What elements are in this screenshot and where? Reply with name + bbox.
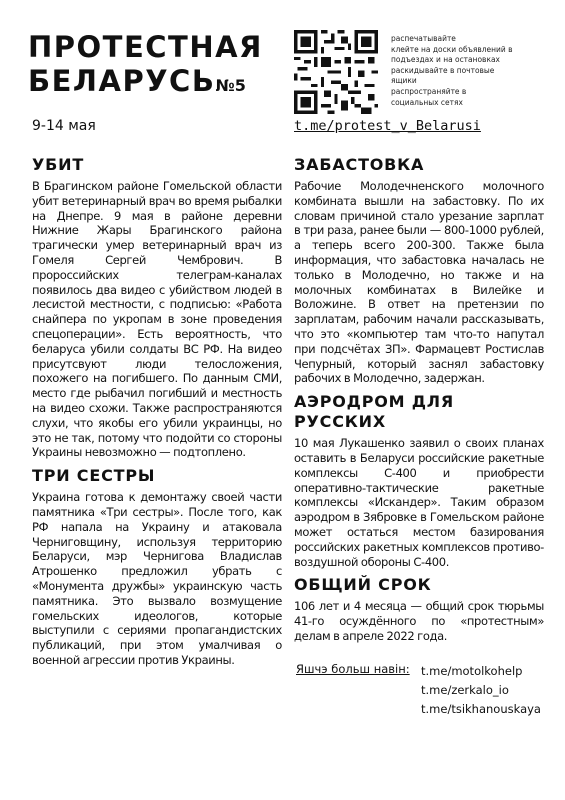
article-heading: ТРИ СЕСТРЫ	[32, 466, 156, 486]
right-column	[294, 155, 544, 650]
left-column	[32, 155, 282, 674]
instruction-line: распечатывайте	[391, 33, 456, 43]
channel-link[interactable]: t.me/protest_v_Belarusi	[294, 118, 481, 134]
instruction-line: клейте на доски объявлений в	[391, 43, 513, 54]
article-text: 106 лет и 4 месяца — общий срок тюрьмы 41-го осуждённого по «протестным» делам в апреле 2022 года.	[294, 599, 544, 643]
article-airfield	[294, 392, 544, 569]
more-news-label: Яшчэ больш навін:	[296, 662, 410, 676]
article-text: Рабочие Молодечненского молочного комбината вышли на забастовку. По их словам причиной стало урезание зарплат в три раза, ранее были — 800-1000 рублей, а теперь всего 200-300. Также была информация, что забастовка началась не только в Молодечно, но также и на молочных комбинатах в Вилейке и Воложине. В ответ на претензии по зарплатам, рабочим начали рассказывать, что это «компьютер там что-то напутал при подсчётах ЗП». Фармацевт Ростислав Чепурный, который заснял забастовку рабочих в Молодечно, задержан.	[294, 179, 544, 386]
article-three-sisters	[32, 466, 282, 668]
distribution-instructions	[391, 33, 556, 107]
issue-number: №5	[215, 76, 246, 95]
instruction-line: социальных сетях	[391, 96, 463, 107]
news-link[interactable]: t.me/zerkalo_io	[421, 683, 509, 697]
article-heading: ОБЩИЙ СРОК	[294, 575, 432, 595]
article-text: Украина готова к демонтажу своей части памятника «Три сестры». После того, как РФ напала на Украину и атаковала Черниговщину, используя территорию Беларуси, мэр Чернигова Владислав Атрошенко предложил убрать с «Монумента дружбы» украинскую часть памятника. Это вызвало возмущение гомельских идеологов, которые выступили с сериями пропагандистских публикаций, при этом умалчивая о военной агрессии против Украины.	[32, 490, 282, 667]
article-heading: АЭРОДРОМ ДЛЯ РУССКИХ	[294, 392, 454, 432]
news-link[interactable]: t.me/tsikhanouskaya	[421, 702, 541, 716]
instruction-line: подъездах и на остановках	[391, 54, 500, 65]
article-strike	[294, 155, 544, 386]
instruction-line: распространяйте в	[391, 85, 467, 96]
qr-code	[294, 30, 378, 114]
title-line-1: ПРОТЕСТНАЯ	[28, 30, 263, 64]
instruction-line: ящики	[391, 75, 417, 86]
issue-dates: 9-14 мая	[32, 118, 96, 134]
more-news-links	[421, 662, 541, 719]
instruction-line: раскидывайте в почтовые	[391, 64, 495, 75]
title-line-2	[28, 64, 263, 103]
news-link[interactable]: t.me/motolkohelp	[421, 664, 523, 678]
article-heading: УБИТ	[32, 155, 85, 174]
article-text: В Брагинском районе Гомельской области убит ветеринарный врач во время рыбалки на Днепре. 9 мая в районе деревни Нижние Жары Брагинского района трагически умер ветеринарный врач из Гомеля Сергей Чембрович. В пророссийских телеграм-каналах появилось два видео с убийством людей в лесистой местности, с подписью: «Работа снайпера по укропам в зоне проведения спецоперации». Есть вероятность, что беларуса убили солдаты ВС РФ. На видео присутсвуют люди телосложения, похожего на погибшего. По данным СМИ, место где рыбачил погибший и местность на видео схожи. Также распространяются слухи, что якобы его убили украинцы, но это не так, потому что подойти со стороны Украины невозможно — подтоплено.	[32, 179, 282, 460]
article-text: 10 мая Лукашенко заявил о своих планах оставить в Беларуси российские ракетные комплексы С-400 и приобрести оперативно-тактические ракетные комплексы «Искандер». Таким образом аэродром в Зябровке в Гомельском районе может остаться местом базирования российских ракетных комплексов противо-воздушной обороны С-400.	[294, 436, 544, 569]
title-line-2-text: БЕЛАРУСЬ	[28, 64, 216, 98]
leaflet-title	[28, 30, 263, 103]
article-heading: ЗАБАСТОВКА	[294, 155, 425, 174]
article-total-term	[294, 575, 544, 643]
article-killed	[32, 155, 282, 460]
